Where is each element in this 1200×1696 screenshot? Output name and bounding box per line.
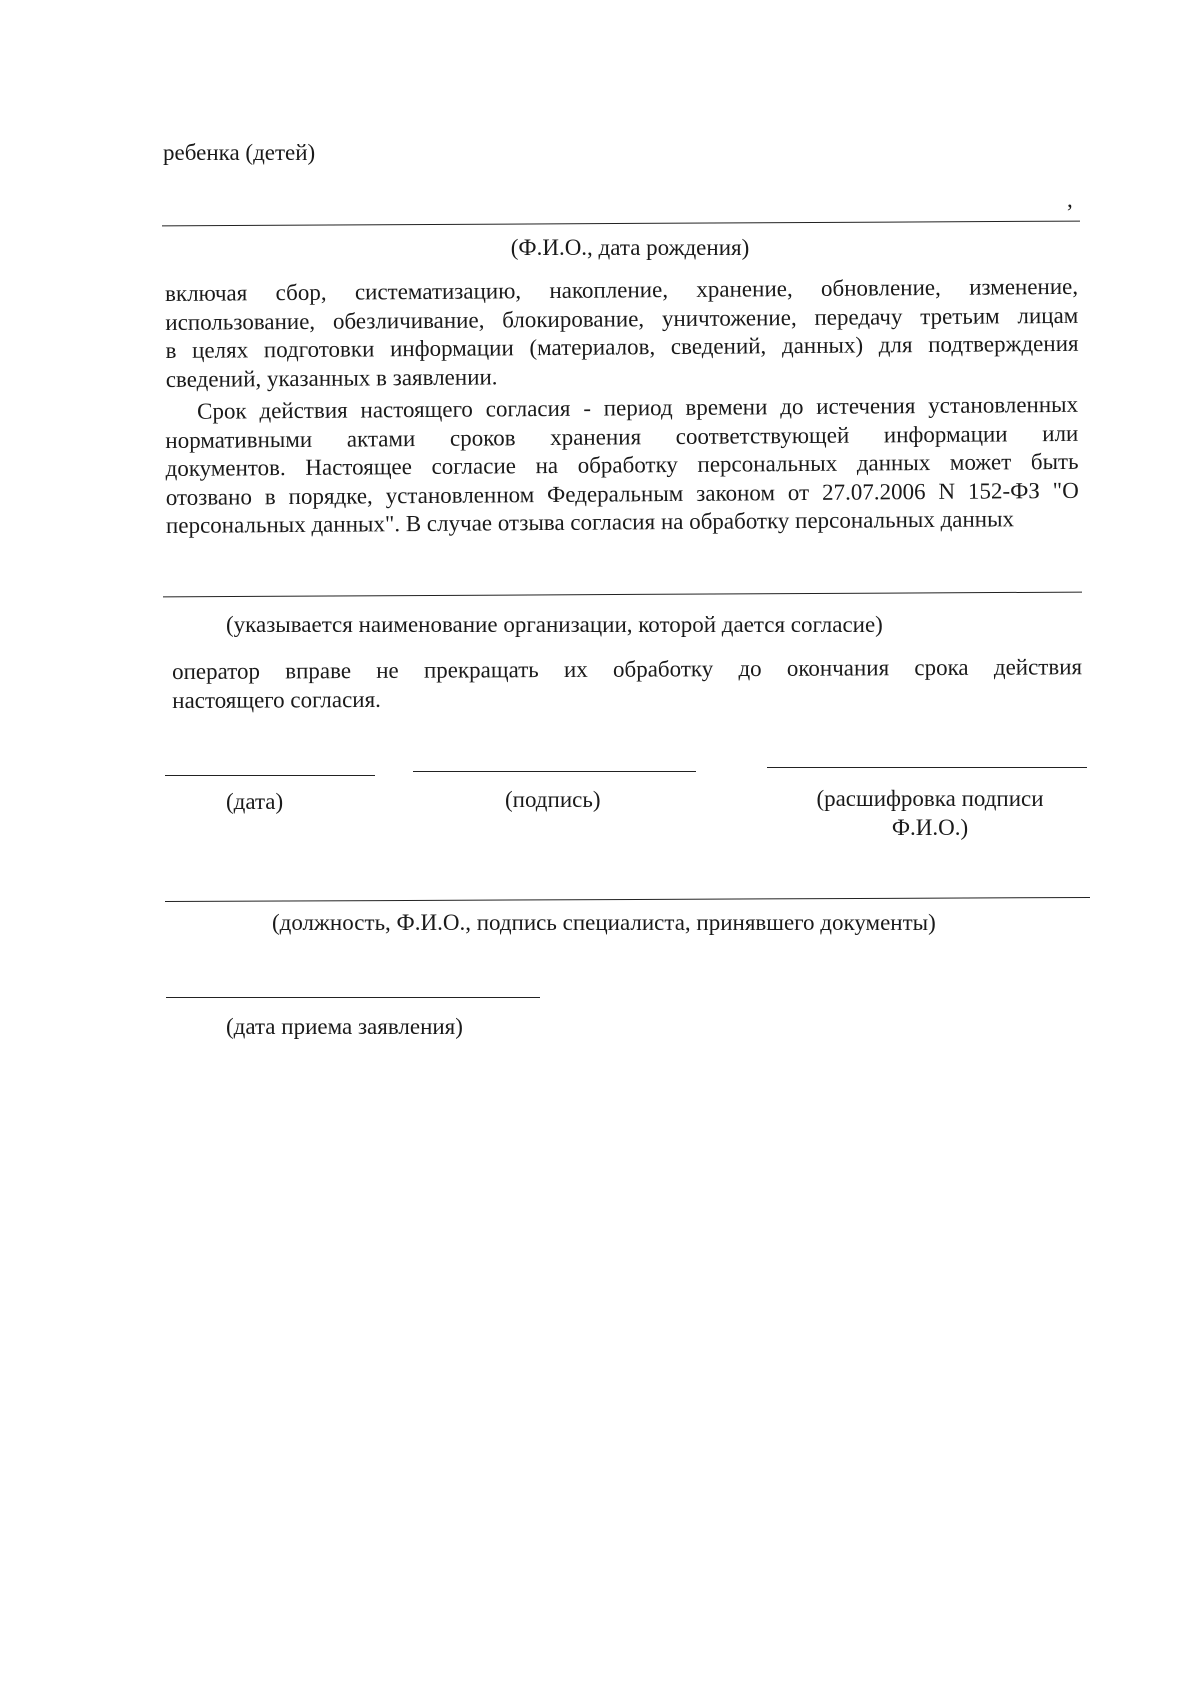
paragraph-line: отозвано в порядке, установленном Федеральным законом от 27.07.2006 N 152-ФЗ "О: [165, 477, 1079, 510]
consent-paragraph-1: [165, 273, 1079, 394]
paragraph-line: использование, обезличивание, блокирование, уничтожение, передачу третьим лицам: [165, 302, 1079, 335]
signature-line: [413, 771, 696, 772]
comma-mark: ,: [1067, 187, 1073, 212]
signature-decode-caption-line2: Ф.И.О.): [891, 815, 969, 840]
paragraph-line: персональных данных". В случае отзыва согласия на обработку персональных данных: [165, 506, 1015, 538]
organization-caption: (указывается наименование организации, которой дается согласие): [226, 612, 883, 637]
paragraph-line: нормативными актами сроков хранения соответствующей информации или: [165, 420, 1079, 453]
paragraph-line: оператор вправе не прекращать их обработку до окончания срока действия: [172, 654, 1083, 684]
specialist-line: [165, 897, 1090, 902]
consent-paragraph-3: [172, 653, 1082, 715]
signature-decode-caption-line1: (расшифровка подписи: [816, 786, 1044, 811]
paragraph-line: настоящего согласия.: [172, 686, 381, 713]
child-label: ребенка (детей): [163, 140, 316, 165]
specialist-caption: (должность, Ф.И.О., подпись специалиста, принявшего документы): [272, 910, 936, 935]
paragraph-line: Срок действия настоящего согласия - период времени до истечения установленных: [197, 391, 1079, 424]
signature-decode-caption: [785, 784, 1075, 842]
paragraph-line: включая сбор, систематизацию, накопление, хранение, обновление, изменение,: [165, 273, 1079, 306]
paragraph-line: в целях подготовки информации (материалов, сведений, данных) для подтверждения: [165, 330, 1079, 363]
fio-birth-caption: (Ф.И.О., дата рождения): [510, 235, 750, 260]
paragraph-line: сведений, указанных в заявлении.: [165, 363, 498, 392]
receipt-date-caption: (дата приема заявления): [226, 1014, 463, 1039]
receipt-date-line: [166, 997, 540, 998]
consent-paragraph-2: [165, 391, 1079, 541]
organization-line: [163, 592, 1082, 598]
signature-caption: (подпись): [505, 787, 601, 812]
child-fio-line: [162, 221, 1080, 227]
paragraph-line: документов. Настоящее согласие на обработку персональных данных может быть: [165, 448, 1079, 481]
date-caption: (дата): [226, 789, 284, 814]
signature-decode-line: [767, 767, 1087, 768]
date-line: [165, 775, 375, 776]
